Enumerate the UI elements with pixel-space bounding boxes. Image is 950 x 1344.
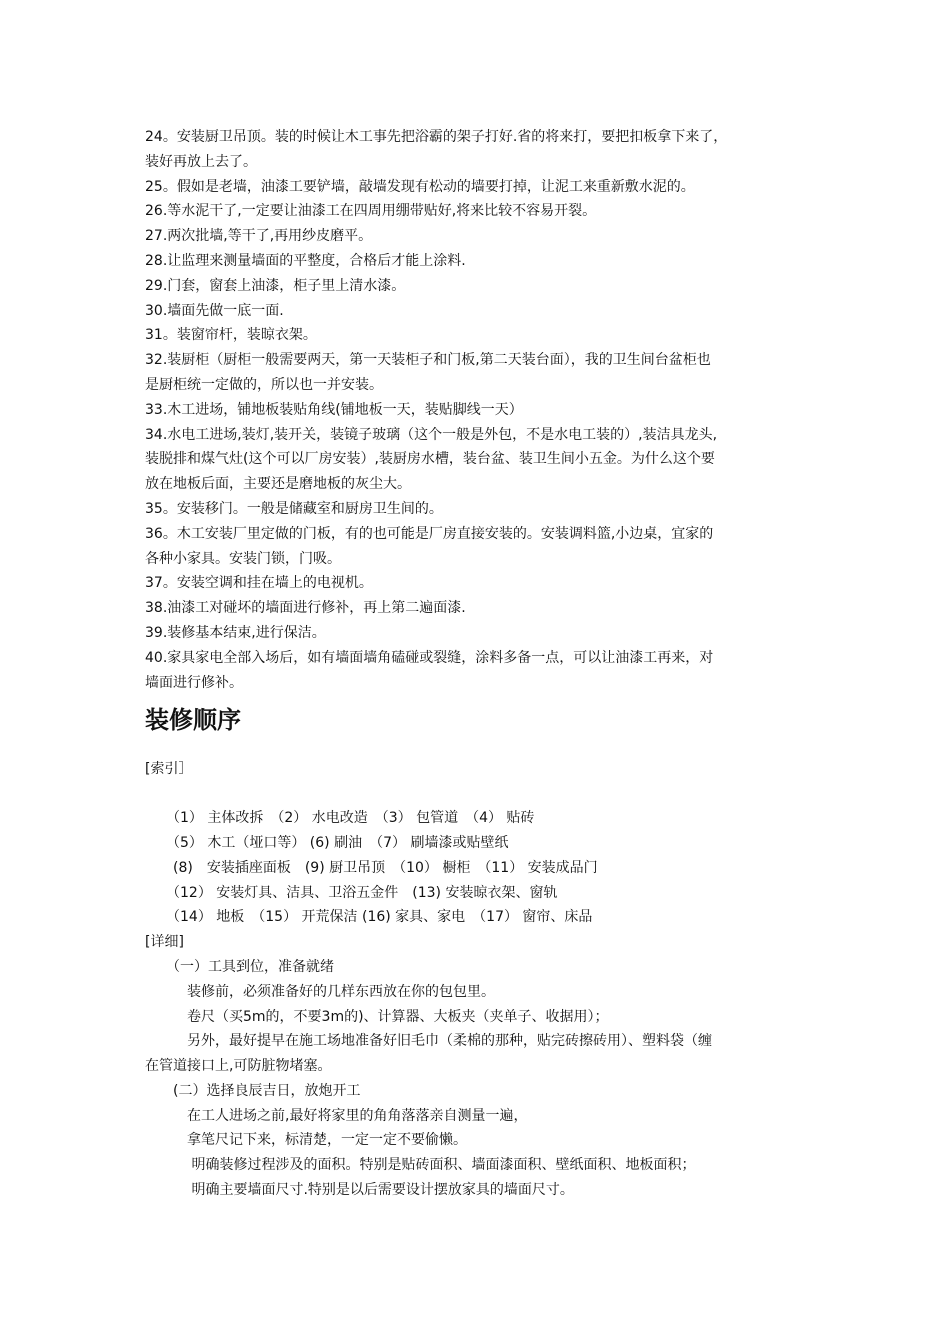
- step-line: 35。安装移门。一般是储藏室和厨房卫生间的。: [145, 500, 443, 517]
- step-line: 37。安装空调和挂在墙上的电视机。: [145, 575, 373, 592]
- detail-line: 拿笔尺记下来，标清楚，一定一定不要偷懒。: [145, 1132, 467, 1149]
- index-line: （12） 安装灯具、洁具、卫浴五金件 (13) 安装晾衣架、窗轨: [145, 884, 558, 901]
- step-line: 28.让监理来测量墙面的平整度，合格后才能上涂料.: [145, 252, 466, 269]
- detail-label: [详细]: [145, 934, 184, 951]
- detail-line: 另外，最好提早在施工场地准备好旧毛巾（柔棉的那种，贴完砖擦砖用）、塑料袋（缠: [145, 1033, 712, 1050]
- step-line: 装脱排和煤气灶(这个可以厂房安装）,装厨房水槽，装台盆、装卫生间小五金。为什么这个要: [145, 451, 715, 468]
- step-line: 27.两次批墙,等干了,再用纱皮磨平。: [145, 228, 373, 245]
- step-line: 38.油漆工对碰坏的墙面进行修补，再上第二遍面漆.: [145, 600, 466, 617]
- index-line: （5） 木工（垭口等） (6) 刷油 （7） 刷墙漆或贴壁纸: [145, 834, 509, 851]
- detail-line: （一）工具到位，准备就绪: [145, 958, 334, 975]
- detail-list: [145, 955, 825, 1203]
- section-title: 装修顺序: [145, 706, 241, 735]
- document-page: [145, 125, 825, 1203]
- step-line: 34.水电工进场,装灯,装开关，装镜子玻璃（这个一般是外包，不是水电工装的）,装洁具龙头,: [145, 426, 718, 443]
- detail-line: (二）选择良辰吉日，放炮开工: [145, 1082, 361, 1099]
- index-list: [145, 806, 825, 930]
- index-line: (8) 安装插座面板 (9) 厨卫吊顶 （10） 橱柜 （11） 安装成品门: [145, 859, 598, 876]
- step-line: 各种小家具。安装门锁，门吸。: [145, 550, 341, 567]
- step-line: 40.家具家电全部入场后，如有墙面墙角磕碰或裂缝，涂料多备一点，可以让油漆工再来，对: [145, 649, 714, 666]
- detail-line: 明确装修过程涉及的面积。特别是贴砖面积、墙面漆面积、壁纸面积、地板面积；: [145, 1157, 696, 1174]
- detail-line: 装修前，必须准备好的几样东西放在你的包包里。: [145, 983, 495, 1000]
- detail-line: 在工人进场之前,最好将家里的角角落落亲自测量一遍，: [145, 1107, 528, 1124]
- index-label: [索引］: [145, 761, 193, 778]
- detail-line: 在管道接口上,可防脏物堵塞。: [145, 1058, 332, 1075]
- detail-line: 卷尺（买5m的，不要3m的)、计算器、大板夹（夹单子、收据用）；: [145, 1008, 609, 1025]
- step-line: 32.装厨柜（厨柜一般需要两天，第一天装柜子和门板,第二天装台面），我的卫生间台盆柜也: [145, 352, 711, 369]
- step-line: 29.门套，窗套上油漆，柜子里上清水漆。: [145, 277, 406, 294]
- step-line: 33.木工进场，铺地板装贴角线(铺地板一天，装贴脚线一天）: [145, 401, 523, 418]
- step-line: 是厨柜统一定做的，所以也一并安装。: [145, 376, 383, 393]
- step-line: 26.等水泥干了,一定要让油漆工在四周用绷带贴好,将来比较不容易开裂。: [145, 203, 597, 220]
- spacer: [145, 782, 825, 806]
- steps-list: [145, 125, 825, 695]
- step-line: 25。假如是老墙，油漆工要铲墙，敲墙发现有松动的墙要打掉，让泥工来重新敷水泥的。: [145, 178, 695, 195]
- step-line: 31。装窗帘杆，装晾衣架。: [145, 327, 317, 344]
- detail-line: 明确主要墙面尺寸.特别是以后需要设计摆放家具的墙面尺寸。: [145, 1182, 574, 1199]
- step-line: 墙面进行修补。: [145, 674, 243, 691]
- step-line: 36。木工安装厂里定做的门板，有的也可能是厂房直接安装的。安装调料篮,小边桌，宜家的: [145, 525, 714, 542]
- step-line: 24。安装厨卫吊顶。装的时候让木工事先把浴霸的架子打好.省的将来打，要把扣板拿下来了，: [145, 129, 728, 145]
- index-line: （14） 地板 （15） 开荒保洁 (16) 家具、家电 （17） 窗帘、床品: [145, 909, 593, 926]
- step-line: 装好再放上去了。: [145, 153, 257, 170]
- index-line: （1） 主体改拆 （2） 水电改造 （3） 包管道 （4） 贴砖: [145, 810, 535, 827]
- step-line: 39.装修基本结束,进行保洁。: [145, 624, 326, 641]
- step-line: 30.墙面先做一底一面.: [145, 302, 284, 319]
- step-line: 放在地板后面，主要还是磨地板的灰尘大。: [145, 476, 411, 493]
